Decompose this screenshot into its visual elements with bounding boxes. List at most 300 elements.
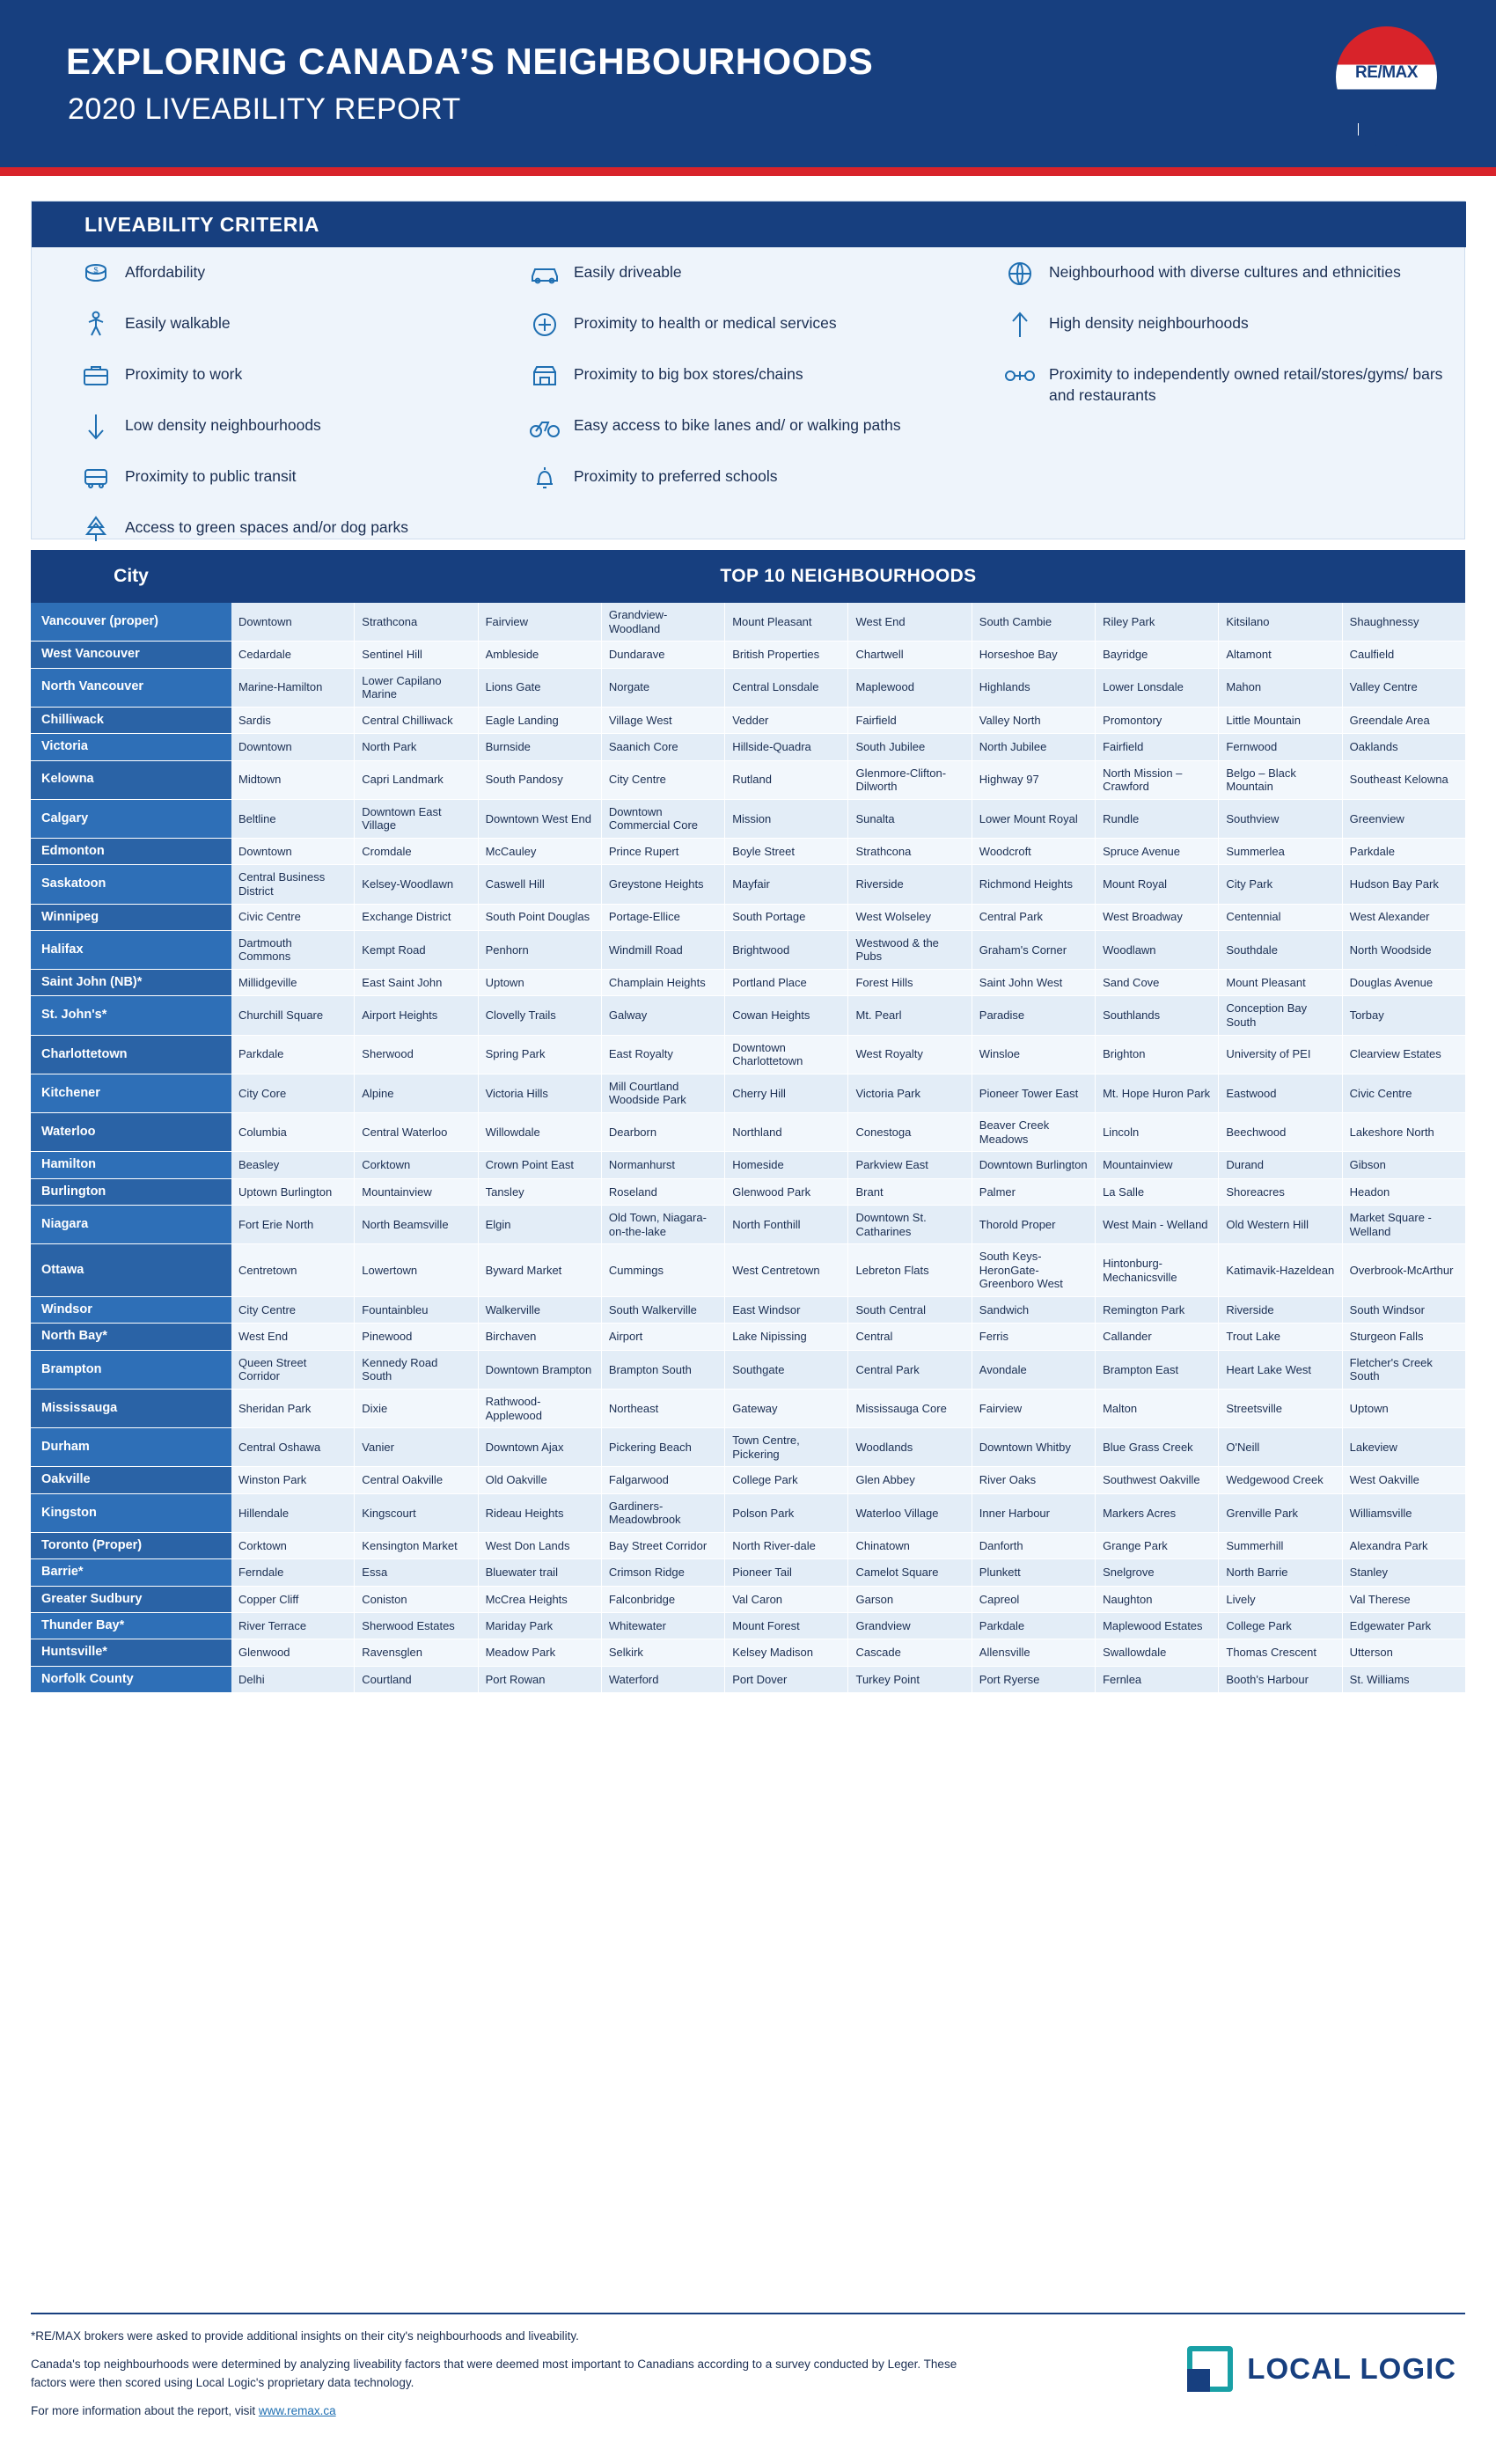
- criteria-item: [76, 460, 498, 495]
- table-cell-neighbourhood: West Royalty: [848, 1036, 972, 1074]
- table-cell-neighbourhood: Plunkett: [972, 1559, 1096, 1586]
- table-cell-neighbourhood: Sunalta: [848, 800, 972, 839]
- table-cell-neighbourhood: Trout Lake: [1219, 1324, 1342, 1350]
- table-cell-neighbourhood: Burnside: [479, 734, 602, 760]
- criteria-item: [1000, 256, 1457, 291]
- table-row: [31, 1390, 1465, 1428]
- criteria-label: Affordability: [125, 263, 206, 281]
- table-cell-neighbourhood: Kensington Market: [355, 1533, 478, 1559]
- table-cell-neighbourhood: Sherwood Estates: [355, 1613, 478, 1639]
- table-cell-city: Victoria: [31, 734, 231, 760]
- table-cell-neighbourhood: West End: [848, 603, 972, 642]
- table-cell-neighbourhood: Glenwood Park: [725, 1179, 848, 1206]
- table-cell-neighbourhood: Central Business District: [231, 865, 355, 904]
- local-logic-mark-icon: [1187, 2346, 1233, 2392]
- table-cell-neighbourhood: Westwood & the Pubs: [848, 931, 972, 970]
- criteria-item: [1000, 307, 1457, 342]
- table-cell-city: Kelowna: [31, 761, 231, 800]
- criteria-label: Neighbourhood with diverse cultures and ethnicities: [1049, 263, 1401, 281]
- table-cell-neighbourhood: Old Town, Niagara-on-the-lake: [602, 1206, 725, 1244]
- table-cell-neighbourhood: River Oaks: [972, 1467, 1096, 1493]
- criteria-item: [524, 307, 1000, 342]
- table-cell-neighbourhood: Lowertown: [355, 1244, 478, 1297]
- table-cell-group: [231, 642, 1465, 668]
- table-cell-neighbourhood: Fort Erie North: [231, 1206, 355, 1244]
- table-cell-neighbourhood: Greystone Heights: [602, 865, 725, 904]
- table-cell-city: Brampton: [31, 1351, 231, 1390]
- table-cell-neighbourhood: Tansley: [479, 1179, 602, 1206]
- table-cell-neighbourhood: Lower Mount Royal: [972, 800, 1096, 839]
- table-cell-neighbourhood: Sand Cove: [1096, 970, 1219, 996]
- table-cell-neighbourhood: Kennedy Road South: [355, 1351, 478, 1390]
- table-cell-neighbourhood: McCrea Heights: [479, 1587, 602, 1613]
- table-cell-city: Toronto (Proper): [31, 1533, 231, 1559]
- table-cell-neighbourhood: Lower Capilano Marine: [355, 669, 478, 708]
- table-cell-neighbourhood: Brighton: [1096, 1036, 1219, 1074]
- table-cell-neighbourhood: Mount Royal: [1096, 865, 1219, 904]
- table-cell-neighbourhood: Ferndale: [231, 1559, 355, 1586]
- table-cell-neighbourhood: Mariday Park: [479, 1613, 602, 1639]
- table-cell-neighbourhood: Southwest Oakville: [1096, 1467, 1219, 1493]
- table-cell-neighbourhood: Fairview: [972, 1390, 1096, 1428]
- table-cell-group: [231, 761, 1465, 800]
- table-row: [31, 1152, 1465, 1178]
- table-row: [31, 1667, 1465, 1693]
- table-cell-neighbourhood: Copper Cliff: [231, 1587, 355, 1613]
- table-cell-neighbourhood: College Park: [1219, 1613, 1342, 1639]
- table-cell-neighbourhood: Oaklands: [1343, 734, 1465, 760]
- table-cell-group: [231, 1390, 1465, 1428]
- table-cell-city: Calgary: [31, 800, 231, 839]
- table-row: [31, 708, 1465, 734]
- table-cell-neighbourhood: Mountainview: [1096, 1152, 1219, 1178]
- table-cell-neighbourhood: Airport: [602, 1324, 725, 1350]
- table-cell-neighbourhood: City Centre: [602, 761, 725, 800]
- table-cell-neighbourhood: Gateway: [725, 1390, 848, 1428]
- neighbourhoods-table: [31, 550, 1465, 1693]
- table-cell-neighbourhood: Avondale: [972, 1351, 1096, 1390]
- table-cell-neighbourhood: Booth's Harbour: [1219, 1667, 1342, 1693]
- table-cell-neighbourhood: Delhi: [231, 1667, 355, 1693]
- table-cell-neighbourhood: North Jubilee: [972, 734, 1096, 760]
- table-cell-group: [231, 708, 1465, 734]
- table-cell-neighbourhood: Civic Centre: [1343, 1074, 1465, 1113]
- footer-divider: [31, 2313, 1465, 2314]
- table-cell-neighbourhood: Bay Street Corridor: [602, 1533, 725, 1559]
- table-cell-neighbourhood: Downtown: [231, 734, 355, 760]
- table-cell-neighbourhood: Camelot Square: [848, 1559, 972, 1586]
- table-cell-neighbourhood: Utterson: [1343, 1639, 1465, 1666]
- table-cell-city: Waterloo: [31, 1113, 231, 1152]
- shop-retail-icon: [1000, 358, 1040, 393]
- table-cell-neighbourhood: East Windsor: [725, 1297, 848, 1324]
- table-cell-group: [231, 603, 1465, 642]
- table-cell-neighbourhood: Uptown: [479, 970, 602, 996]
- table-cell-neighbourhood: Capri Landmark: [355, 761, 478, 800]
- table-cell-neighbourhood: Mill Courtland Woodside Park: [602, 1074, 725, 1113]
- table-row: [31, 761, 1465, 800]
- table-cell-neighbourhood: Lincoln: [1096, 1113, 1219, 1152]
- table-cell-neighbourhood: Mt. Hope Huron Park: [1096, 1074, 1219, 1113]
- table-cell-neighbourhood: Northeast: [602, 1390, 725, 1428]
- table-cell-neighbourhood: Belgo – Black Mountain: [1219, 761, 1342, 800]
- table-cell-neighbourhood: Old Oakville: [479, 1467, 602, 1493]
- table-row: [31, 669, 1465, 708]
- table-cell-neighbourhood: Spring Park: [479, 1036, 602, 1074]
- table-cell-group: [231, 839, 1465, 865]
- table-row: [31, 1351, 1465, 1390]
- table-cell-neighbourhood: Southlands: [1096, 996, 1219, 1035]
- table-cell-neighbourhood: Gibson: [1343, 1152, 1465, 1178]
- page-subtitle: 2020 LIVEABILITY REPORT: [68, 92, 461, 126]
- table-cell-neighbourhood: Inner Harbour: [972, 1494, 1096, 1533]
- table-cell-neighbourhood: Winston Park: [231, 1467, 355, 1493]
- table-cell-neighbourhood: Horseshoe Bay: [972, 642, 1096, 668]
- table-row: [31, 1324, 1465, 1350]
- table-cell-neighbourhood: Columbia: [231, 1113, 355, 1152]
- table-cell-neighbourhood: Paradise: [972, 996, 1096, 1035]
- table-cell-neighbourhood: Sheridan Park: [231, 1390, 355, 1428]
- table-cell-neighbourhood: North Mission – Crawford: [1096, 761, 1219, 800]
- table-cell-neighbourhood: Summerhill: [1219, 1533, 1342, 1559]
- table-cell-neighbourhood: Mahon: [1219, 669, 1342, 708]
- table-cell-neighbourhood: Kelsey-Woodlawn: [355, 865, 478, 904]
- table-cell-neighbourhood: Mount Forest: [725, 1613, 848, 1639]
- table-cell-neighbourhood: Centennial: [1219, 905, 1342, 931]
- table-cell-neighbourhood: Grandview: [848, 1613, 972, 1639]
- table-row: [31, 800, 1465, 839]
- table-cell-city: Burlington: [31, 1179, 231, 1206]
- table-cell-neighbourhood: Downtown St. Catharines: [848, 1206, 972, 1244]
- table-cell-city: Greater Sudbury: [31, 1587, 231, 1613]
- table-cell-neighbourhood: Downtown: [231, 603, 355, 642]
- table-cell-city: Norfolk County: [31, 1667, 231, 1693]
- table-cell-neighbourhood: Valley North: [972, 708, 1096, 734]
- table-row: [31, 839, 1465, 865]
- table-cell-neighbourhood: Beaver Creek Meadows: [972, 1113, 1096, 1152]
- table-cell-neighbourhood: Kitsilano: [1219, 603, 1342, 642]
- table-cell-neighbourhood: Mount Pleasant: [1219, 970, 1342, 996]
- table-cell-city: Saint John (NB)*: [31, 970, 231, 996]
- table-cell-group: [231, 1467, 1465, 1493]
- table-cell-neighbourhood: Parkdale: [972, 1613, 1096, 1639]
- table-cell-neighbourhood: Dartmouth Commons: [231, 931, 355, 970]
- table-cell-neighbourhood: Old Western Hill: [1219, 1206, 1342, 1244]
- criteria-item: [76, 358, 498, 393]
- table-cell-neighbourhood: Glenmore-Clifton-Dilworth: [848, 761, 972, 800]
- table-cell-neighbourhood: Cascade: [848, 1639, 972, 1666]
- table-cell-neighbourhood: Greenview: [1343, 800, 1465, 839]
- table-cell-neighbourhood: Pinewood: [355, 1324, 478, 1350]
- table-cell-neighbourhood: Lebreton Flats: [848, 1244, 972, 1297]
- table-cell-neighbourhood: Crimson Ridge: [602, 1559, 725, 1586]
- table-cell-neighbourhood: Chinatown: [848, 1533, 972, 1559]
- table-cell-neighbourhood: Port Rowan: [479, 1667, 602, 1693]
- table-cell-neighbourhood: Heart Lake West: [1219, 1351, 1342, 1390]
- table-cell-neighbourhood: South Central: [848, 1297, 972, 1324]
- criteria-column-2: [524, 256, 1000, 511]
- table-cell-city: Barrie*: [31, 1559, 231, 1586]
- table-row: [31, 734, 1465, 760]
- column-header-city: City: [114, 566, 149, 586]
- table-cell-neighbourhood: Vedder: [725, 708, 848, 734]
- criteria-label: Easily walkable: [125, 314, 231, 332]
- table-cell-neighbourhood: Millidgeville: [231, 970, 355, 996]
- table-cell-neighbourhood: Central Oshawa: [231, 1428, 355, 1467]
- table-row: [31, 1074, 1465, 1113]
- table-cell-neighbourhood: Snelgrove: [1096, 1559, 1219, 1586]
- table-row: [31, 1113, 1465, 1152]
- table-cell-neighbourhood: Homeside: [725, 1152, 848, 1178]
- table-cell-neighbourhood: River Terrace: [231, 1613, 355, 1639]
- table-cell-neighbourhood: Exchange District: [355, 905, 478, 931]
- table-cell-neighbourhood: Central Park: [972, 905, 1096, 931]
- tree-icon: [76, 511, 116, 546]
- table-cell-neighbourhood: Greendale Area: [1343, 708, 1465, 734]
- table-cell-neighbourhood: Midtown: [231, 761, 355, 800]
- table-row: [31, 970, 1465, 996]
- table-cell-neighbourhood: Mississauga Core: [848, 1390, 972, 1428]
- table-cell-neighbourhood: Queen Street Corridor: [231, 1351, 355, 1390]
- table-cell-neighbourhood: Little Mountain: [1219, 708, 1342, 734]
- table-cell-group: [231, 996, 1465, 1035]
- table-cell-neighbourhood: Alpine: [355, 1074, 478, 1113]
- table-cell-city: North Vancouver: [31, 669, 231, 708]
- table-cell-neighbourhood: McCauley: [479, 839, 602, 865]
- table-cell-neighbourhood: Downtown: [231, 839, 355, 865]
- table-cell-group: [231, 1351, 1465, 1390]
- table-cell-neighbourhood: West Wolseley: [848, 905, 972, 931]
- table-cell-neighbourhood: Brant: [848, 1179, 972, 1206]
- table-cell-neighbourhood: Byward Market: [479, 1244, 602, 1297]
- table-cell-group: [231, 1297, 1465, 1324]
- table-row: [31, 1559, 1465, 1586]
- table-cell-city: Durham: [31, 1428, 231, 1467]
- table-cell-neighbourhood: La Salle: [1096, 1179, 1219, 1206]
- table-cell-neighbourhood: Southeast Kelowna: [1343, 761, 1465, 800]
- table-cell-neighbourhood: Uptown Burlington: [231, 1179, 355, 1206]
- table-cell-neighbourhood: Fairview: [479, 603, 602, 642]
- table-cell-city: Mississauga: [31, 1390, 231, 1428]
- table-cell-neighbourhood: University of PEI: [1219, 1036, 1342, 1074]
- table-cell-neighbourhood: Saint John West: [972, 970, 1096, 996]
- criteria-label: Proximity to health or medical services: [574, 314, 837, 332]
- table-cell-neighbourhood: Brampton East: [1096, 1351, 1219, 1390]
- footer-note-3-prefix: For more information about the report, visit: [31, 2403, 259, 2417]
- table-cell-neighbourhood: Garson: [848, 1587, 972, 1613]
- table-cell-neighbourhood: Parkdale: [1343, 839, 1465, 865]
- table-cell-neighbourhood: Chartwell: [848, 642, 972, 668]
- table-cell-neighbourhood: Sentinel Hill: [355, 642, 478, 668]
- table-cell-group: [231, 970, 1465, 996]
- criteria-label: Proximity to big box stores/chains: [574, 365, 803, 383]
- table-cell-neighbourhood: Glenwood: [231, 1639, 355, 1666]
- table-cell-neighbourhood: Downtown Brampton: [479, 1351, 602, 1390]
- table-row: [31, 1206, 1465, 1244]
- footer-note-1: *RE/MAX brokers were asked to provide additional insights on their city's neighbourhoods and liveability.: [31, 2329, 579, 2343]
- table-cell-neighbourhood: Blue Grass Creek: [1096, 1428, 1219, 1467]
- table-cell-neighbourhood: Pioneer Tower East: [972, 1074, 1096, 1113]
- table-row: [31, 1036, 1465, 1074]
- table-cell-neighbourhood: Hillside-Quadra: [725, 734, 848, 760]
- table-cell-neighbourhood: Normanhurst: [602, 1152, 725, 1178]
- table-row: [31, 905, 1465, 931]
- table-row: [31, 865, 1465, 904]
- table-cell-neighbourhood: Beechwood: [1219, 1113, 1342, 1152]
- table-cell-city: North Bay*: [31, 1324, 231, 1350]
- table-cell-neighbourhood: Mayfair: [725, 865, 848, 904]
- table-cell-neighbourhood: Churchill Square: [231, 996, 355, 1035]
- table-cell-neighbourhood: Glen Abbey: [848, 1467, 972, 1493]
- table-cell-neighbourhood: Sandwich: [972, 1297, 1096, 1324]
- table-cell-city: Thunder Bay*: [31, 1613, 231, 1639]
- table-cell-neighbourhood: Wedgewood Creek: [1219, 1467, 1342, 1493]
- table-cell-neighbourhood: South Jubilee: [848, 734, 972, 760]
- table-row: [31, 1639, 1465, 1666]
- table-cell-neighbourhood: Galway: [602, 996, 725, 1035]
- table-cell-neighbourhood: Central Lonsdale: [725, 669, 848, 708]
- remax-website-link[interactable]: www.remax.ca: [258, 2403, 336, 2417]
- table-cell-neighbourhood: Hillendale: [231, 1494, 355, 1533]
- table-cell-neighbourhood: North Woodside: [1343, 931, 1465, 970]
- table-cell-neighbourhood: Brampton South: [602, 1351, 725, 1390]
- table-cell-neighbourhood: Cromdale: [355, 839, 478, 865]
- table-cell-neighbourhood: Ferris: [972, 1324, 1096, 1350]
- table-cell-neighbourhood: South Cambie: [972, 603, 1096, 642]
- table-cell-neighbourhood: Shaughnessy: [1343, 603, 1465, 642]
- table-cell-neighbourhood: Downtown Burlington: [972, 1152, 1096, 1178]
- table-row: [31, 1613, 1465, 1639]
- table-cell-neighbourhood: Dundarave: [602, 642, 725, 668]
- table-cell-neighbourhood: Town Centre, Pickering: [725, 1428, 848, 1467]
- table-cell-neighbourhood: Pioneer Tail: [725, 1559, 848, 1586]
- table-cell-group: [231, 1667, 1465, 1693]
- table-cell-neighbourhood: Grandview-Woodland: [602, 603, 725, 642]
- table-cell-city: Charlottetown: [31, 1036, 231, 1074]
- table-row: [31, 1244, 1465, 1297]
- table-cell-neighbourhood: Willowdale: [479, 1113, 602, 1152]
- table-cell-neighbourhood: Grange Park: [1096, 1533, 1219, 1559]
- table-cell-city: West Vancouver: [31, 642, 231, 668]
- table-cell-neighbourhood: Edgewater Park: [1343, 1613, 1465, 1639]
- table-cell-neighbourhood: Altamont: [1219, 642, 1342, 668]
- table-row: [31, 931, 1465, 970]
- table-cell-neighbourhood: Downtown Charlottetown: [725, 1036, 848, 1074]
- table-cell-neighbourhood: North Park: [355, 734, 478, 760]
- table-cell-neighbourhood: Rathwood-Applewood: [479, 1390, 602, 1428]
- table-cell-neighbourhood: Sherwood: [355, 1036, 478, 1074]
- table-cell-neighbourhood: Katimavik-Hazeldean: [1219, 1244, 1342, 1297]
- table-cell-group: [231, 931, 1465, 970]
- table-row: [31, 1533, 1465, 1559]
- table-cell-neighbourhood: Caswell Hill: [479, 865, 602, 904]
- table-cell-neighbourhood: Market Square - Welland: [1343, 1206, 1465, 1244]
- table-cell-neighbourhood: Strathcona: [355, 603, 478, 642]
- table-cell-neighbourhood: Forest Hills: [848, 970, 972, 996]
- table-cell-neighbourhood: Fletcher's Creek South: [1343, 1351, 1465, 1390]
- table-cell-neighbourhood: Eastwood: [1219, 1074, 1342, 1113]
- table-cell-neighbourhood: Sardis: [231, 708, 355, 734]
- table-cell-neighbourhood: Downtown Ajax: [479, 1428, 602, 1467]
- table-cell-neighbourhood: Mount Pleasant: [725, 603, 848, 642]
- table-cell-neighbourhood: Corktown: [231, 1533, 355, 1559]
- page-footer: [31, 2313, 1465, 2445]
- table-cell-neighbourhood: Highway 97: [972, 761, 1096, 800]
- table-cell-neighbourhood: South Portage: [725, 905, 848, 931]
- table-cell-neighbourhood: Courtland: [355, 1667, 478, 1693]
- table-cell-neighbourhood: O'Neill: [1219, 1428, 1342, 1467]
- table-cell-neighbourhood: West Don Lands: [479, 1533, 602, 1559]
- table-cell-neighbourhood: Riley Park: [1096, 603, 1219, 642]
- table-cell-neighbourhood: St. Williams: [1343, 1667, 1465, 1693]
- balloon-basket-icon: [1375, 132, 1397, 146]
- table-cell-neighbourhood: Whitewater: [602, 1613, 725, 1639]
- table-cell-city: Huntsville*: [31, 1639, 231, 1666]
- table-cell-neighbourhood: Markers Acres: [1096, 1494, 1219, 1533]
- table-cell-neighbourhood: Roseland: [602, 1179, 725, 1206]
- table-cell-neighbourhood: Meadow Park: [479, 1639, 602, 1666]
- footer-note-3: [31, 2402, 981, 2421]
- table-cell-neighbourhood: Grenville Park: [1219, 1494, 1342, 1533]
- table-cell-group: [231, 1559, 1465, 1586]
- criteria-heading: LIVEABILITY CRITERIA: [32, 202, 1466, 247]
- table-cell-neighbourhood: West Broadway: [1096, 905, 1219, 931]
- header-divider: [0, 167, 1496, 176]
- table-cell-neighbourhood: Central Waterloo: [355, 1113, 478, 1152]
- table-row: [31, 1467, 1465, 1493]
- walking-person-icon: [76, 307, 116, 342]
- table-cell-neighbourhood: Highlands: [972, 669, 1096, 708]
- up-arrow-icon: [1000, 307, 1040, 342]
- table-cell-city: Vancouver (proper): [31, 603, 231, 642]
- criteria-label: Low density neighbourhoods: [125, 416, 321, 434]
- table-cell-neighbourhood: Boyle Street: [725, 839, 848, 865]
- table-cell-neighbourhood: Southdale: [1219, 931, 1342, 970]
- table-cell-neighbourhood: Maplewood: [848, 669, 972, 708]
- table-row: [31, 603, 1465, 642]
- table-cell-neighbourhood: Walkerville: [479, 1297, 602, 1324]
- table-cell-neighbourhood: Southgate: [725, 1351, 848, 1390]
- table-cell-neighbourhood: Selkirk: [602, 1639, 725, 1666]
- table-cell-neighbourhood: Val Caron: [725, 1587, 848, 1613]
- table-cell-neighbourhood: Conception Bay South: [1219, 996, 1342, 1035]
- table-cell-neighbourhood: Village West: [602, 708, 725, 734]
- table-cell-neighbourhood: Durand: [1219, 1152, 1342, 1178]
- table-cell-neighbourhood: Portland Place: [725, 970, 848, 996]
- table-cell-neighbourhood: Fairfield: [1096, 734, 1219, 760]
- table-cell-neighbourhood: Palmer: [972, 1179, 1096, 1206]
- liveability-criteria-panel: [31, 201, 1465, 539]
- table-row: [31, 1179, 1465, 1206]
- table-cell-neighbourhood: Fairfield: [848, 708, 972, 734]
- criteria-item: [1000, 358, 1457, 406]
- table-cell-city: Chilliwack: [31, 708, 231, 734]
- table-cell-neighbourhood: Hintonburg-Mechanicsville: [1096, 1244, 1219, 1297]
- table-cell-city: Winnipeg: [31, 905, 231, 931]
- criteria-label: Access to green spaces and/or dog parks: [125, 518, 408, 536]
- criteria-label: Proximity to preferred schools: [574, 467, 778, 485]
- table-cell-neighbourhood: Waterford: [602, 1667, 725, 1693]
- column-header-neighbourhoods: TOP 10 NEIGHBOURHOODS: [720, 566, 977, 586]
- table-cell-neighbourhood: Shoreacres: [1219, 1179, 1342, 1206]
- globe-people-icon: [1000, 256, 1040, 291]
- table-cell-neighbourhood: Spruce Avenue: [1096, 839, 1219, 865]
- store-icon: [524, 358, 565, 393]
- table-cell-neighbourhood: Eagle Landing: [479, 708, 602, 734]
- table-cell-neighbourhood: Alexandra Park: [1343, 1533, 1465, 1559]
- table-cell-neighbourhood: Thorold Proper: [972, 1206, 1096, 1244]
- dollar-coin-icon: [76, 256, 116, 291]
